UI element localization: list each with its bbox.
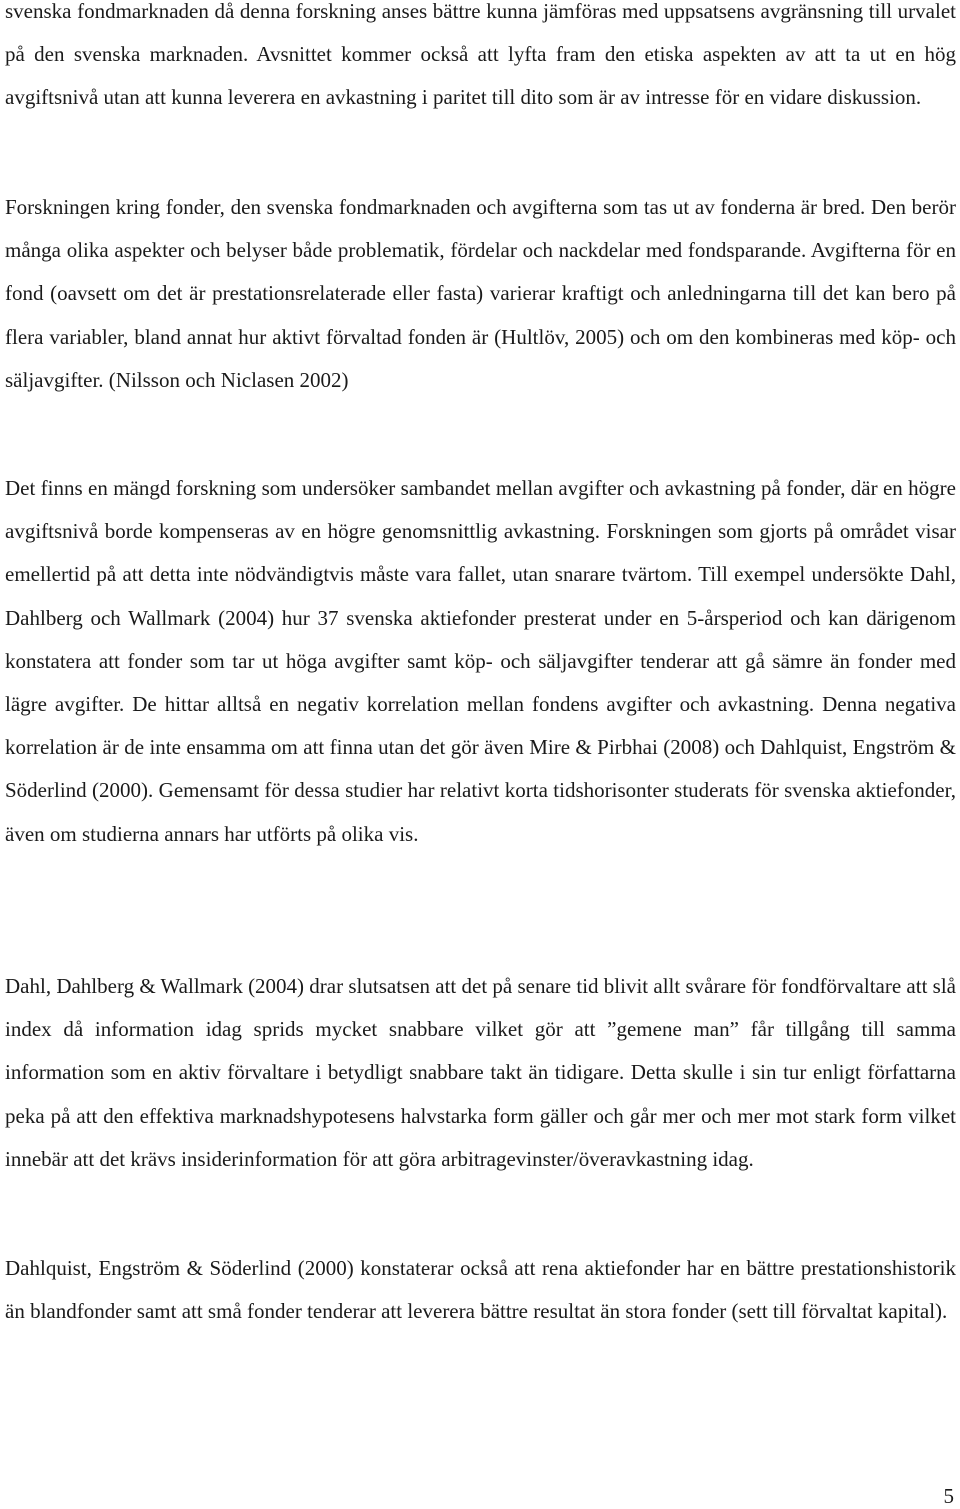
paragraph-4: Dahl, Dahlberg & Wallmark (2004) drar slutsatsen att det på senare tid blivit allt svårare för fondförvaltare att slå index då information idag sprids mycket snabbare vilket gör att ”gemene man” får tillgång till samma information som en aktiv förvaltare i betydligt snabbare takt än tidigare. Detta skulle i sin tur enligt författarna peka på att den effektiva marknadshypotesens halvstarka form gäller och går mer och mer mot stark form vilket innebär att det krävs insiderinformation för att göra arbitragevinster/överavkastning idag. (5, 974, 956, 1171)
paragraph-3: Det finns en mängd forskning som undersöker sambandet mellan avgifter och avkastning på fonder, där en högre avgiftsnivå borde kompenseras av en högre genomsnittlig avkastning. Forskningen som gjorts på området visar emellertid på att detta inte nödvändigtvis måste vara fallet, utan snarare tvärtom. Till exempel undersökte Dahl, Dahlberg och Wallmark (2004) hur 37 svenska aktiefonder presterat under en 5-årsperiod och kan därigenom konstatera att fonder som tar ut höga avgifter samt köp- och säljavgifter tenderar att gå sämre än fonder med lägre avgifter. De hittar alltså en negativ korrelation mellan fondens avgifter och avkastning. Denna negativa korrelation är de inte ensamma om att finna utan det gör även Mire & Pirbhai (2008) och Dahlquist, Engström & Söderlind (2000). Gemensamt för dessa studier har relativt korta tidshorisonter studerats för svenska aktiefonder, även om studierna annars har utförts på olika vis. (5, 476, 956, 846)
page-number: 5 (943, 1484, 954, 1508)
paragraph-2: Forskningen kring fonder, den svenska fondmarknaden och avgifterna som tas ut av fonderna är bred. Den berör många olika aspekter och belyser både problematik, fördelar och nackdelar med fondsparande. Avgifterna för en fond (oavsett om det är prestationsrelaterade eller fasta) varierar kraftigt och anledningarna till det kan bero på flera variabler, bland annat hur aktivt förvaltad fonden är (Hultlöv, 2005) och om den kombineras med köp- och säljavgifter. (Nilsson och Niclasen 2002) (5, 195, 956, 392)
paragraph-1: svenska fondmarknaden då denna forskning anses bättre kunna jämföras med uppsatsens avgränsning till urvalet på den svenska marknaden. Avsnittet kommer också att lyfta fram den etiska aspekten av att ta ut en hög avgiftsnivå utan att kunna leverera en avkastning i paritet till dito som är av intresse för en vidare diskussion. (5, 0, 956, 110)
paragraph-5: Dahlquist, Engström & Söderlind (2000) konstaterar också att rena aktiefonder har en bättre prestationshistorik än blandfonder samt att små fonder tenderar att leverera bättre resultat än stora fonder (sett till förvaltat kapital). (5, 1256, 956, 1324)
